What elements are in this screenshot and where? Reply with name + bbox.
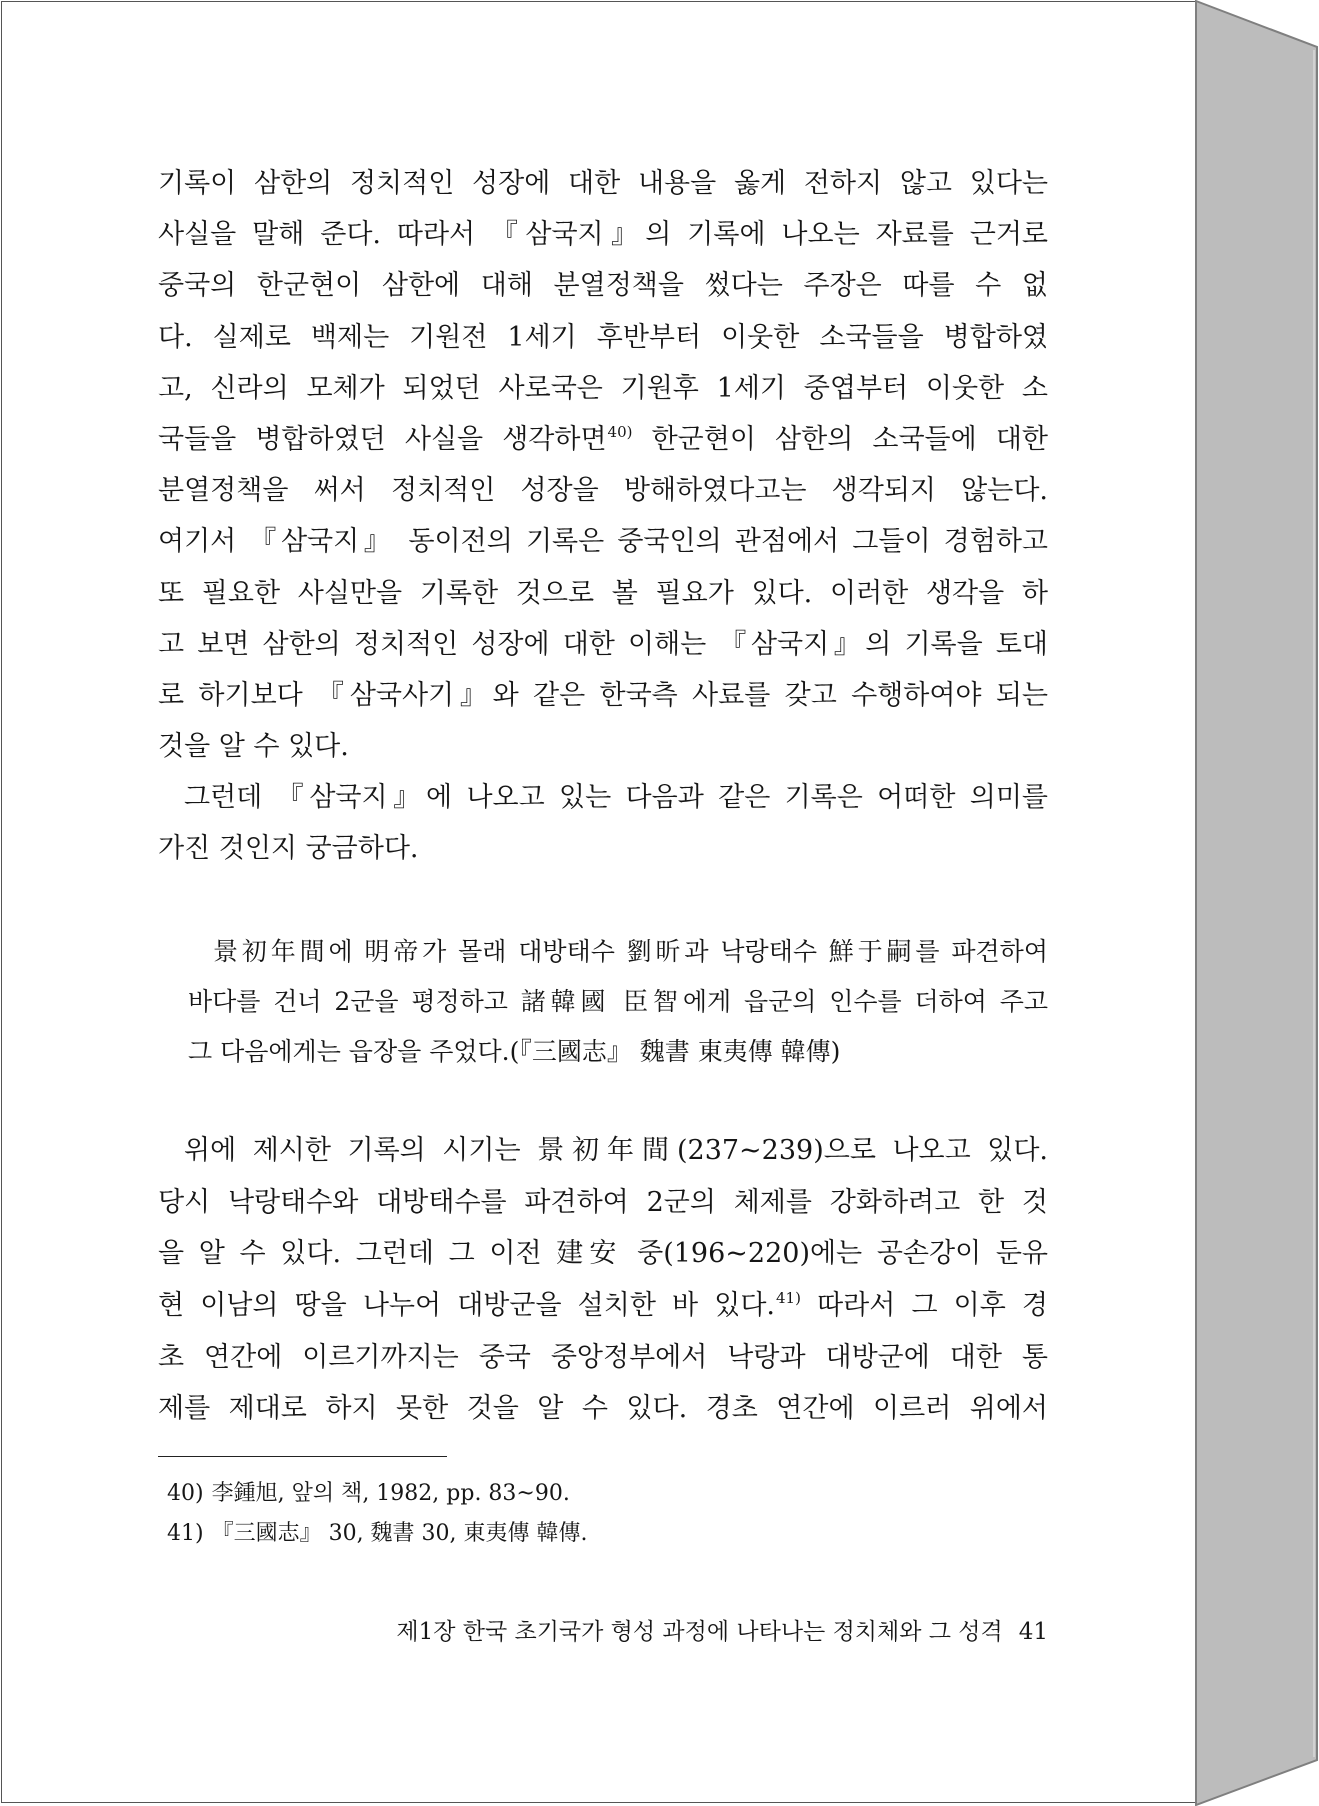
footnote-reference-40: 40) [607, 422, 633, 441]
paragraph-3-line [158, 1280, 1048, 1332]
footnote-number: 40) [167, 1481, 204, 1506]
paragraph-1-line: 분열정책을 써서 정치적인 성장을 방해하였다고는 생각되지 않는다. [158, 475, 1048, 507]
paragraph-3-line: 제를 제대로 하지 못한 것을 알 수 있다. 경초 연간에 이르러 위에서 [158, 1393, 1048, 1425]
line-text: 현 이남의 땅을 나누어 대방군을 설치한 바 있다. [158, 1290, 775, 1322]
quotation-line: 景初年間에 明帝가 몰래 대방태수 劉昕과 낙랑태수 鮮于嗣를 파견하여 [213, 937, 1048, 966]
paragraph-1-line [158, 414, 1048, 465]
paragraph-1-line: 고 보면 삼한의 정치적인 성장에 대한 이해는 『삼국지』의 기록을 토대 [158, 628, 1048, 660]
paragraph-1-line: 다. 실제로 백제는 기원전 1세기 후반부터 이웃한 소국들을 병합하였 [158, 321, 1048, 353]
paragraph-1-line: 또 필요한 사실만을 기록한 것으로 볼 필요가 있다. 이러한 생각을 하 [158, 577, 1048, 609]
body-text-lower [158, 1125, 1048, 1435]
footnote-reference-41: 41) [776, 1289, 801, 1308]
paragraph-3-line: 을 알 수 있다. 그런데 그 이전 建安 중(196~220)에는 공손강이 둔유 [158, 1238, 1048, 1270]
quotation-line: 바다를 건너 2군을 평정하고 諸韓國 臣智에게 읍군의 인수를 더하여 주고 [188, 987, 1048, 1016]
footnote-text: 李鍾旭, 앞의 책, 1982, pp. 83~90. [211, 1481, 570, 1506]
footnote-number: 41) [167, 1521, 204, 1546]
footnotes [167, 1474, 1047, 1554]
running-footer [158, 1612, 1048, 1652]
paragraph-1-line: 고, 신라의 모체가 되었던 사로국은 기원후 1세기 중엽부터 이웃한 소 [158, 372, 1048, 404]
paragraph-1-line: 것을 알 수 있다. [158, 731, 349, 763]
paragraph-1-line: 로 하기보다 『삼국사기』와 같은 한국측 사료를 갖고 수행하여야 되는 [158, 679, 1048, 711]
body-text-upper [158, 158, 1048, 875]
footnote-item [167, 1514, 1047, 1554]
quotation-line: 그 다음에게는 읍장을 주었다.(『三國志』 魏書 東夷傳 韓傳) [188, 1037, 841, 1066]
paragraph-2-line: 가진 것인지 궁금하다. [158, 833, 419, 865]
chapter-title: 제1장 한국 초기국가 형성 과정에 나타나는 정치체와 그 성격 [396, 1619, 1003, 1645]
paragraph-3-line: 당시 낙랑태수와 대방태수를 파견하여 2군의 체제를 강화하려고 한 것 [158, 1186, 1048, 1218]
footnote-item [167, 1474, 1047, 1514]
book-edge-shading [1195, 0, 1319, 1806]
paragraph-1-line: 중국의 한군현이 삼한에 대해 분열정책을 썼다는 주장은 따를 수 없 [158, 270, 1048, 302]
footnote-separator [158, 1456, 447, 1457]
paragraph-3-line: 위에 제시한 기록의 시기는 景初年間(237~239)으로 나오고 있다. [184, 1135, 1048, 1166]
paragraph-2-line: 그런데 『삼국지』에 나오고 있는 다음과 같은 기록은 어떠한 의미를 [184, 782, 1048, 814]
paragraph-1-line: 기록이 삼한의 정치적인 성장에 대한 내용을 옳게 전하지 않고 있다는 [158, 168, 1048, 199]
paragraph-3-line: 초 연간에 이르기까지는 중국 중앙정부에서 낙랑과 대방군에 대한 통 [158, 1341, 1048, 1373]
paragraph-1-line: 여기서 『삼국지』 동이전의 기록은 중국인의 관점에서 그들이 경험하고 [158, 526, 1048, 558]
line-text: 국들을 병합하였던 사실을 생각하면 [158, 423, 607, 455]
page-number: 41 [1018, 1619, 1048, 1645]
block-quotation [188, 927, 1048, 1077]
line-text: 따라서 그 이후 경 [800, 1290, 1049, 1322]
footnote-text: 『三國志』 30, 魏書 30, 東夷傳 韓傳. [211, 1521, 588, 1546]
paragraph-1-line: 사실을 말해 준다. 따라서 『삼국지』의 기록에 나오는 자료를 근거로 [158, 219, 1048, 251]
line-text: 한군현이 삼한의 소국들에 대한 [632, 423, 1048, 455]
